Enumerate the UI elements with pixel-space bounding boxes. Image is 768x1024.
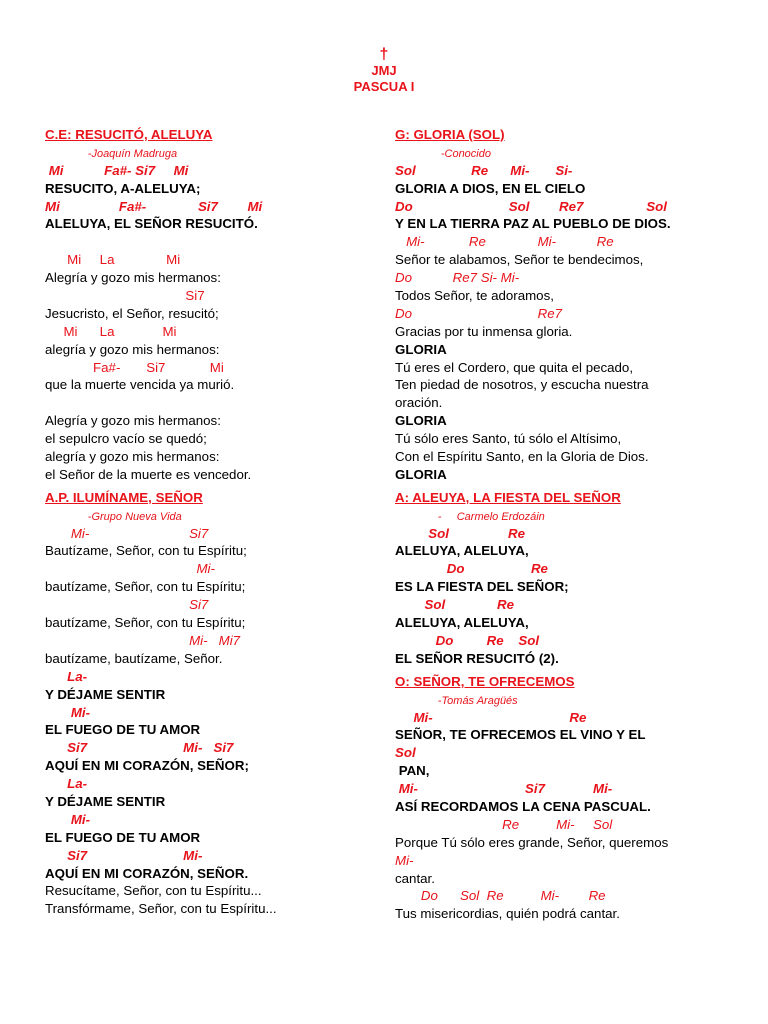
line bbox=[395, 507, 735, 525]
line bbox=[395, 376, 735, 394]
chorus-line: ES LA FIESTA DEL SEÑOR; bbox=[395, 579, 569, 595]
line bbox=[45, 507, 375, 525]
line bbox=[45, 376, 375, 394]
line bbox=[45, 686, 375, 704]
line bbox=[395, 251, 735, 269]
line bbox=[395, 852, 735, 870]
line bbox=[45, 704, 375, 722]
lyric-line: que la muerte vencida ya murió. bbox=[45, 377, 235, 393]
song-title: C.E: RESUCITÓ, ALELUYA bbox=[45, 127, 213, 142]
line bbox=[45, 341, 375, 359]
line bbox=[395, 394, 735, 412]
chord-line: Mi- Re bbox=[395, 709, 587, 725]
line bbox=[395, 126, 735, 144]
spacer bbox=[45, 394, 375, 412]
chord-line: Mi- bbox=[45, 811, 91, 827]
chorus-line: ALELUYA, ALELUYA, bbox=[395, 615, 529, 631]
chord-line: Do Re bbox=[395, 561, 548, 577]
line bbox=[395, 198, 735, 216]
chord-line: Mi La Mi bbox=[45, 323, 177, 339]
line bbox=[395, 870, 735, 888]
song-author: -Grupo Nueva Vida bbox=[45, 510, 182, 523]
lyric-line: Gracias por tu inmensa gloria. bbox=[395, 323, 573, 339]
right-column bbox=[395, 126, 735, 923]
line bbox=[45, 882, 375, 900]
line bbox=[395, 430, 735, 448]
chord-line: Fa#- Si7 Mi bbox=[45, 359, 224, 375]
line bbox=[45, 489, 375, 507]
chorus-line: ALELUYA, ALELUYA, bbox=[395, 543, 529, 559]
page-header bbox=[0, 47, 768, 95]
line bbox=[45, 900, 375, 918]
chord-line: Mi Fa#- Si7 Mi bbox=[45, 198, 263, 214]
line bbox=[395, 780, 735, 798]
chorus-line: GLORIA A DIOS, EN EL CIELO bbox=[395, 180, 586, 196]
line bbox=[45, 865, 375, 883]
chorus-line: AQUÍ EN MI CORAZÓN, SEÑOR; bbox=[45, 758, 249, 774]
lyric-line: Con el Espíritu Santo, en la Gloria de Dios. bbox=[395, 449, 649, 465]
line bbox=[45, 578, 375, 596]
chorus-line: PAN, bbox=[395, 763, 430, 779]
line bbox=[395, 466, 735, 484]
line bbox=[45, 126, 375, 144]
spacer bbox=[45, 233, 375, 251]
line bbox=[395, 632, 735, 650]
lyric-line: Jesucristo, el Señor, resucitó; bbox=[45, 305, 219, 321]
line bbox=[395, 525, 735, 543]
chorus-line: Y DÉJAME SENTIR bbox=[45, 793, 166, 809]
lyric-line: Tú sólo eres Santo, tú sólo el Altísimo, bbox=[395, 431, 622, 447]
chorus-line: EL SEÑOR RESUCITÓ (2). bbox=[395, 650, 559, 666]
song-author: -Conocido bbox=[395, 147, 491, 160]
chord-line: Sol Re Mi- Si- bbox=[395, 162, 573, 178]
chorus-line: EL FUEGO DE TU AMOR bbox=[45, 722, 201, 738]
line bbox=[45, 811, 375, 829]
lyric-line: cantar. bbox=[395, 870, 435, 886]
line bbox=[395, 744, 735, 762]
line bbox=[45, 323, 375, 341]
line bbox=[45, 721, 375, 739]
line bbox=[45, 305, 375, 323]
line bbox=[395, 762, 735, 780]
header-jmj: JMJ bbox=[371, 63, 397, 78]
line bbox=[45, 466, 375, 484]
lyric-line: Tus misericordias, quién podrá cantar. bbox=[395, 906, 620, 922]
chorus-line: GLORIA bbox=[395, 341, 447, 357]
line bbox=[395, 359, 735, 377]
line bbox=[45, 596, 375, 614]
line bbox=[45, 412, 375, 430]
lyric-line: Porque Tú sólo eres grande, Señor, queremos bbox=[395, 834, 669, 850]
line bbox=[395, 816, 735, 834]
chord-line: Si7 Mi- Si7 bbox=[45, 740, 234, 756]
chord-line: Do Re7 bbox=[395, 305, 562, 321]
line bbox=[395, 287, 735, 305]
chord-line: La- bbox=[45, 668, 88, 684]
line bbox=[395, 596, 735, 614]
line bbox=[45, 144, 375, 162]
chorus-line: EL FUEGO DE TU AMOR bbox=[45, 829, 201, 845]
chord-line: Sol Re bbox=[395, 597, 514, 613]
line bbox=[395, 726, 735, 744]
line bbox=[45, 775, 375, 793]
line bbox=[45, 542, 375, 560]
chord-line: Re Mi- Sol bbox=[395, 816, 613, 832]
chord-line: Mi- bbox=[45, 561, 215, 577]
lyric-line: Tú eres el Cordero, que quita el pecado, bbox=[395, 359, 634, 375]
chord-line: Si7 Mi- bbox=[45, 847, 203, 863]
song-author: -Tomás Aragüés bbox=[395, 694, 518, 707]
chorus-line: SEÑOR, TE OFRECEMOS EL VINO Y EL bbox=[395, 727, 646, 743]
chorus-line: RESUCITO, A-ALELUYA; bbox=[45, 180, 201, 196]
chord-line: Do Re Sol bbox=[395, 632, 540, 648]
chord-line: Sol bbox=[395, 745, 416, 761]
left-column bbox=[45, 126, 375, 918]
chorus-line: Y DÉJAME SENTIR bbox=[45, 686, 166, 702]
lyric-line: Todos Señor, te adoramos, bbox=[395, 288, 554, 304]
line bbox=[45, 251, 375, 269]
line bbox=[45, 668, 375, 686]
chord-line: Do Sol Re Mi- Re bbox=[395, 888, 606, 904]
song-title: O: SEÑOR, TE OFRECEMOS bbox=[395, 673, 575, 689]
line bbox=[395, 673, 735, 691]
chord-line: Mi- Si7 Mi- bbox=[395, 781, 613, 797]
line bbox=[395, 341, 735, 359]
line bbox=[45, 757, 375, 775]
line bbox=[45, 632, 375, 650]
line bbox=[395, 448, 735, 466]
line bbox=[395, 691, 735, 709]
lyric-line: bautízame, Señor, con tu Espíritu; bbox=[45, 615, 246, 631]
chord-line: Mi- Si7 bbox=[45, 525, 209, 541]
line bbox=[395, 233, 735, 251]
line bbox=[45, 829, 375, 847]
lyric-line: Transfórmame, Señor, con tu Espíritu... bbox=[45, 901, 277, 917]
lyric-line: alegría y gozo mis hermanos: bbox=[45, 449, 220, 465]
line bbox=[395, 887, 735, 905]
line bbox=[45, 560, 375, 578]
lyric-line: oración. bbox=[395, 395, 443, 411]
chord-line: Mi La Mi bbox=[45, 252, 181, 268]
lyric-line: el Señor de la muerte es vencedor. bbox=[45, 466, 252, 482]
line bbox=[395, 560, 735, 578]
line bbox=[395, 162, 735, 180]
line bbox=[45, 614, 375, 632]
line bbox=[395, 489, 735, 507]
line bbox=[395, 709, 735, 727]
lyric-line: bautízame, bautízame, Señor. bbox=[45, 650, 223, 666]
line bbox=[395, 323, 735, 341]
line bbox=[45, 180, 375, 198]
lyric-line: Alegría y gozo mis hermanos: bbox=[45, 413, 221, 429]
chord-line: Si7 bbox=[45, 288, 205, 304]
line bbox=[395, 215, 735, 233]
lyric-line: el sepulcro vacío se quedó; bbox=[45, 431, 207, 447]
chorus-line: GLORIA bbox=[395, 413, 447, 429]
chord-line: Mi- Mi7 bbox=[45, 632, 241, 648]
line bbox=[45, 215, 375, 233]
lyric-line: Alegría y gozo mis hermanos: bbox=[45, 270, 221, 286]
line bbox=[45, 847, 375, 865]
song-author: - Carmelo Erdozáin bbox=[395, 510, 545, 523]
line bbox=[395, 578, 735, 596]
line bbox=[395, 614, 735, 632]
line bbox=[45, 287, 375, 305]
chord-line: Mi- Re Mi- Re bbox=[395, 234, 614, 250]
chorus-line: ALELUYA, EL SEÑOR RESUCITÓ. bbox=[45, 216, 258, 232]
line bbox=[395, 269, 735, 287]
chord-line: Mi- bbox=[395, 852, 414, 868]
line bbox=[45, 739, 375, 757]
line bbox=[45, 198, 375, 216]
song-title: G: GLORIA (SOL) bbox=[395, 127, 505, 142]
line bbox=[45, 448, 375, 466]
line bbox=[395, 180, 735, 198]
chorus-line: GLORIA bbox=[395, 466, 447, 482]
lyric-line: alegría y gozo mis hermanos: bbox=[45, 341, 220, 357]
line bbox=[395, 650, 735, 668]
line bbox=[45, 269, 375, 287]
chord-line: Mi- bbox=[45, 704, 91, 720]
line bbox=[45, 650, 375, 668]
chord-line: Sol Re bbox=[395, 525, 526, 541]
line bbox=[395, 798, 735, 816]
lyric-line: Resucítame, Señor, con tu Espíritu... bbox=[45, 883, 262, 899]
line bbox=[395, 542, 735, 560]
line bbox=[45, 359, 375, 377]
chorus-line: ASÍ RECORDAMOS LA CENA PASCUAL. bbox=[395, 798, 651, 814]
lyric-line: bautízame, Señor, con tu Espíritu; bbox=[45, 579, 246, 595]
line bbox=[45, 793, 375, 811]
chord-line: Do Re7 Si- Mi- bbox=[395, 270, 520, 286]
line bbox=[395, 412, 735, 430]
line bbox=[45, 525, 375, 543]
header-title: PASCUA I bbox=[353, 79, 415, 94]
line bbox=[395, 305, 735, 323]
chord-line: Do Sol Re7 Sol bbox=[395, 198, 667, 214]
song-author: -Joaquín Madruga bbox=[45, 147, 178, 160]
lyric-line: Señor te alabamos, Señor te bendecimos, bbox=[395, 252, 644, 268]
chorus-line: AQUÍ EN MI CORAZÓN, SEÑOR. bbox=[45, 865, 249, 881]
chord-line: La- bbox=[45, 776, 88, 792]
lyric-line: Bautízame, Señor, con tu Espíritu; bbox=[45, 543, 247, 559]
line bbox=[395, 144, 735, 162]
cross-icon: † bbox=[379, 46, 389, 63]
chord-line: Si7 bbox=[45, 597, 209, 613]
song-title: A.P. ILUMÍNAME, SEÑOR bbox=[45, 489, 203, 505]
line bbox=[395, 834, 735, 852]
song-title: A: ALEUYA, LA FIESTA DEL SEÑOR bbox=[395, 489, 621, 505]
lyric-line: Ten piedad de nosotros, y escucha nuestra bbox=[395, 377, 649, 393]
line bbox=[45, 162, 375, 180]
chord-line: Mi Fa#- Si7 Mi bbox=[45, 162, 189, 178]
chorus-line: Y EN LA TIERRA PAZ AL PUEBLO DE DIOS. bbox=[395, 216, 671, 232]
line bbox=[45, 430, 375, 448]
line bbox=[395, 905, 735, 923]
